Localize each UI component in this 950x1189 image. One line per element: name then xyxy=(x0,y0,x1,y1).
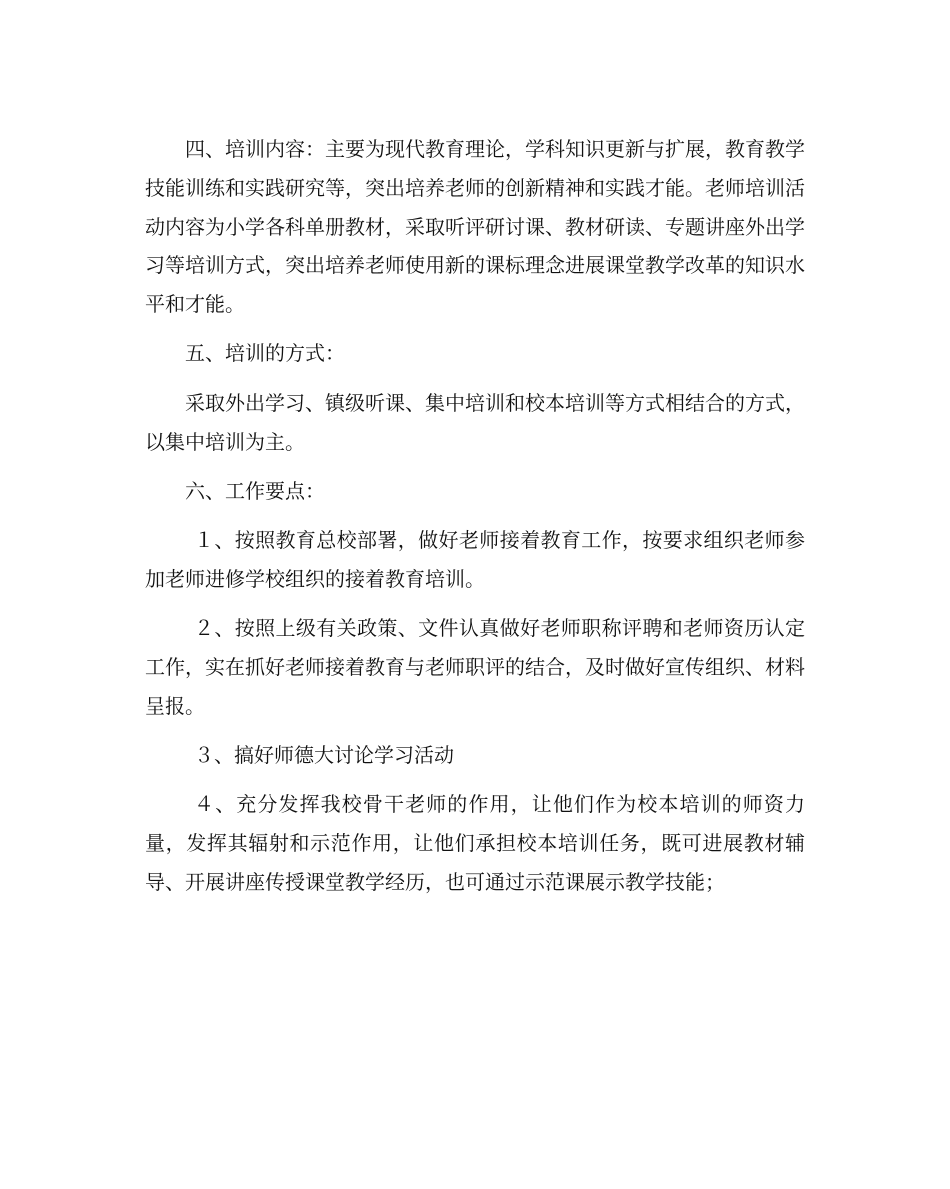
document-body xyxy=(145,130,805,912)
paragraph-training-method: 采取外出学习、镇级听课、集中培训和校本培训等方式相结合的方式，以集中培训为主。 xyxy=(145,390,805,454)
paragraph-training-content: 四、培训内容：主要为现代教育理论，学科知识更新与扩展，教育教学技能训练和实践研究等，突出培养老师的创新精神和实践才能。老师培训活动内容为小学各科单册教材，采取听评研讨课、教材研读、专题讲座外出学习等培训方式，突出培养老师使用新的课标理念进展课堂教学改革的知识水平和才能。 xyxy=(145,137,805,317)
heading-training-method: 五、培训的方式： xyxy=(185,341,345,366)
heading-work-points: 六、工作要点： xyxy=(185,478,325,503)
work-point-1: １、按照教育总校部署，做好老师接着教育工作，按要求组织老师参加老师进修学校组织的接着教育培训。 xyxy=(145,528,805,591)
work-point-2: ２、按照上级有关政策、文件认真做好老师职称评聘和老师资历认定工作，实在抓好老师接着教育与老师职评的结合，及时做好宣传组织、材料呈报。 xyxy=(145,616,805,718)
work-point-3: ３、搞好师德大讨论学习活动 xyxy=(194,743,454,768)
work-point-4: ４、充分发挥我校骨干老师的作用，让他们作为校本培训的师资力量，发挥其辐射和示范作用，让他们承担校本培训任务，既可进展教材辅导、开展讲座传授课堂教学经历，也可通过示范课展示教学技能； xyxy=(145,792,805,895)
